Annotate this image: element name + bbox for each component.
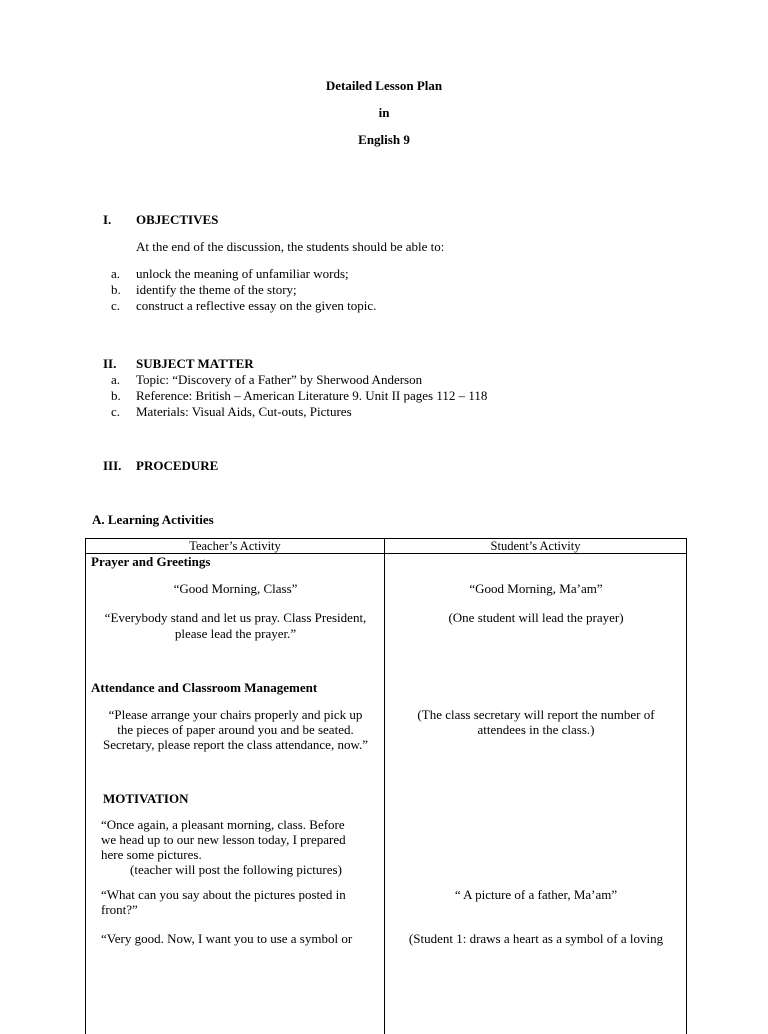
subject-matter-heading: SUBJECT MATTER: [136, 356, 254, 372]
objectives-heading: OBJECTIVES: [136, 212, 218, 228]
procedure-numeral: III.: [103, 458, 121, 474]
table-header-row: [86, 539, 687, 554]
attendance-heading: Attendance and Classroom Management: [91, 680, 317, 696]
teacher-motivation-line: here some pictures.: [101, 847, 202, 863]
objective-letter: a.: [111, 266, 120, 282]
document-title: Detailed Lesson Plan: [0, 78, 768, 94]
learning-activities-heading: A. Learning Activities: [92, 512, 214, 528]
column-header-student: Student’s Activity: [385, 539, 687, 554]
objective-letter: c.: [111, 298, 120, 314]
column-header-teacher: Teacher’s Activity: [86, 539, 385, 554]
procedure-heading: PROCEDURE: [136, 458, 218, 474]
teacher-motivation-line: we head up to our new lesson today, I prepared: [101, 832, 346, 848]
objective-letter: b.: [111, 282, 121, 298]
objective-item: identify the theme of the story;: [136, 282, 297, 298]
teacher-arrange-line: Secretary, please report the class attendance, now.”: [86, 737, 385, 753]
teacher-prayer-line: please lead the prayer.”: [86, 626, 385, 642]
document-title-in: in: [0, 105, 768, 121]
prayer-greetings-heading: Prayer and Greetings: [91, 554, 210, 570]
document-subject: English 9: [0, 132, 768, 148]
subject-matter-letter: a.: [111, 372, 120, 388]
teacher-motivation-line: “Once again, a pleasant morning, class. Before: [101, 817, 345, 833]
motivation-heading: MOTIVATION: [103, 791, 188, 807]
learning-activities-table: [85, 538, 687, 1034]
objective-item: construct a reflective essay on the given topic.: [136, 298, 376, 314]
objective-item: unlock the meaning of unfamiliar words;: [136, 266, 349, 282]
student-answer: “ A picture of a father, Ma’am”: [385, 887, 687, 903]
teacher-motivation-note: (teacher will post the following pictures): [130, 862, 342, 878]
table-row: [86, 554, 687, 1034]
teacher-arrange-line: the pieces of paper around you and be seated.: [86, 722, 385, 738]
student-report-line: attendees in the class.): [385, 722, 687, 738]
student-activity-cell: [385, 554, 687, 1034]
teacher-arrange-line: “Please arrange your chairs properly and pick up: [86, 707, 385, 723]
teacher-prayer-line: “Everybody stand and let us pray. Class President,: [86, 610, 385, 626]
teacher-greeting: “Good Morning, Class”: [86, 581, 385, 597]
subject-matter-topic: Topic: “Discovery of a Father” by Sherwood Anderson: [136, 372, 422, 388]
student-prayer: (One student will lead the prayer): [385, 610, 687, 626]
teacher-question-line: “What can you say about the pictures posted in: [101, 887, 346, 903]
teacher-question-line: front?”: [101, 902, 138, 918]
student-report-line: (The class secretary will report the number of: [385, 707, 687, 723]
subject-matter-materials: Materials: Visual Aids, Cut-outs, Pictures: [136, 404, 352, 420]
subject-matter-numeral: II.: [103, 356, 116, 372]
teacher-activity-cell: [86, 554, 385, 1034]
subject-matter-letter: c.: [111, 404, 120, 420]
teacher-symbol-line: “Very good. Now, I want you to use a symbol or: [101, 931, 352, 947]
subject-matter-reference: Reference: British – American Literature 9. Unit II pages 112 – 118: [136, 388, 487, 404]
objectives-intro: At the end of the discussion, the students should be able to:: [136, 239, 444, 255]
student-symbol-line: (Student 1: draws a heart as a symbol of a loving: [385, 931, 687, 947]
objectives-numeral: I.: [103, 212, 111, 228]
student-greeting: “Good Morning, Ma’am”: [385, 581, 687, 597]
subject-matter-letter: b.: [111, 388, 121, 404]
